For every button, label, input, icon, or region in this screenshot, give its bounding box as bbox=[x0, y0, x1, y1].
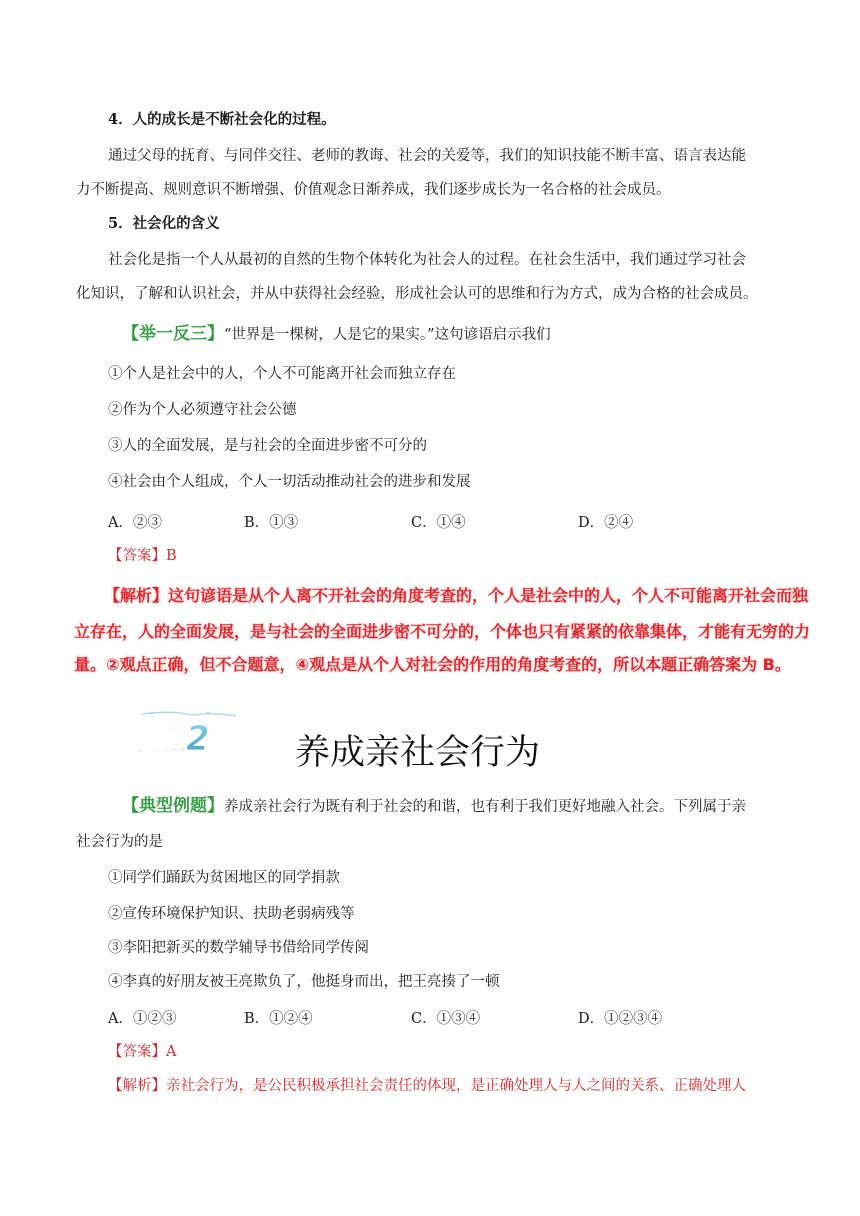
question-1-item: ②作为个人必须遵守社会公德 bbox=[108, 402, 297, 418]
section-4-text-line2: 力不断提高、规则意识不断增强、价值观念日渐养成，我们逐步成长为一名合格的社会成员。 bbox=[76, 182, 671, 198]
question-1-option-a: A．②③ bbox=[108, 515, 162, 531]
question-1-item: ①个人是社会中的人，个人不可能离开社会而独立存在 bbox=[108, 366, 456, 382]
section-5-text-line1: 社会化是指一个人从最初的自然的生物个体转化为社会人的过程。在社会生活中，我们通过学习社会 bbox=[108, 252, 746, 268]
question-1-explanation-line2: 立存在，人的全面发展，是与社会的全面进步密不可分的，个体也只有紧紧的依靠集体，才能有无穷的力 bbox=[74, 622, 811, 641]
question-2-item: ③李阳把新买的数学辅导书借给同学传阅 bbox=[108, 940, 369, 956]
kaodian-2-logo bbox=[112, 708, 250, 760]
question-2-option-b: B．①②④ bbox=[244, 1011, 313, 1027]
question-1-option-b: B．①③ bbox=[244, 515, 299, 531]
section-4-heading: 4．人的成长是不断社会化的过程。 bbox=[108, 111, 336, 128]
section-4-text-line1: 通过父母的抚育、与同伴交往、老师的教诲、社会的关爱等，我们的知识技能不断丰富、语言表达能 bbox=[108, 148, 746, 164]
question-2-option-c: C．①③④ bbox=[411, 1011, 481, 1027]
question-2-stem-line2: 社会行为的是 bbox=[76, 834, 163, 850]
question-2-stem-line1 bbox=[122, 796, 746, 817]
question-1-tag: 【举一反三】 bbox=[122, 324, 224, 344]
svg-text:考点2: 考点2 bbox=[118, 719, 210, 759]
question-1-item: ③人的全面发展，是与社会的全面进步密不可分的 bbox=[108, 438, 427, 454]
question-2-option-a: A．①②③ bbox=[108, 1011, 177, 1027]
kaodian-2-logo-text: 考点2 bbox=[112, 708, 115, 709]
question-2-item: ④李真的好朋友被王亮欺负了，他挺身而出，把王亮揍了一顿 bbox=[108, 974, 500, 990]
section-5-heading: 5．社会化的含义 bbox=[108, 215, 220, 232]
section-5-text-line2: 化知识，了解和认识社会，并从中获得社会经验，形成社会认可的思维和行为方式，成为合格的社会成员。 bbox=[76, 286, 758, 302]
question-1-answer: 【答案】B bbox=[108, 548, 177, 564]
question-2-tag: 【典型例题】 bbox=[122, 796, 224, 816]
question-2-option-d: D．①②③④ bbox=[578, 1011, 663, 1027]
question-2-stem: 养成亲社会行为既有利于社会的和谐，也有利于我们更好地融入社会。下列属于亲 bbox=[224, 799, 746, 815]
question-2-explanation: 【解析】亲社会行为，是公民积极承担社会责任的体现，是正确处理人与人之间的关系、正确处理人 bbox=[108, 1078, 746, 1094]
question-2-item: ①同学们踊跃为贫困地区的同学捐款 bbox=[108, 870, 340, 886]
question-1-option-d: D．②④ bbox=[578, 515, 634, 531]
question-1-explanation-line1: 【解析】这句谚语是从个人离不开社会的角度考查的，个人是社会中的人，个人不可能离开社会而独 bbox=[104, 586, 809, 605]
question-2-item: ②宣传环境保护知识、扶助老弱病残等 bbox=[108, 906, 355, 922]
question-1-stem-line bbox=[122, 324, 551, 345]
question-2-answer: 【答案】A bbox=[108, 1044, 177, 1060]
question-1-explanation-line3: 量。②观点正确，但不合题意，④观点是从个人对社会的作用的角度考查的，所以本题正确答案为 B。 bbox=[74, 655, 791, 674]
question-1-option-c: C．①④ bbox=[411, 515, 466, 531]
question-1-item: ④社会由个人组成，个人一切活动推动社会的进步和发展 bbox=[108, 474, 471, 490]
section-2-title: 养成亲社会行为 bbox=[295, 733, 541, 773]
question-1-stem: “世界是一棵树，人是它的果实。”这句谚语启示我们 bbox=[224, 327, 551, 343]
